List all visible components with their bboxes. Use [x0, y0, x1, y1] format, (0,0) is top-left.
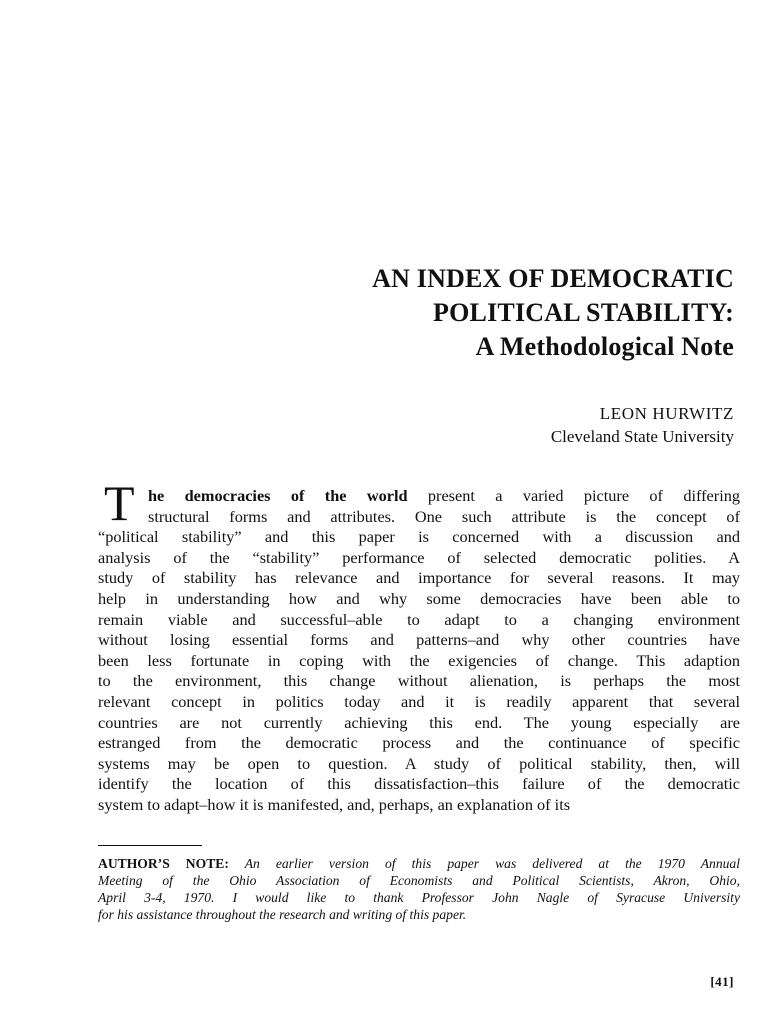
body-line: [98, 486, 740, 507]
drop-cap: T: [104, 475, 135, 531]
author-block: [551, 402, 734, 448]
author-affiliation: Cleveland State University: [550, 427, 734, 446]
note-line-text: An earlier version of this paper was delivered at the 1970 Annual: [228, 856, 740, 871]
body-line-text: present a varied picture of differing: [407, 486, 740, 505]
lead-in-text: he democracies of the world: [148, 486, 408, 505]
body-line: to the environment, this change without alienation, is perhaps the most: [98, 671, 740, 691]
body-line: help in understanding how and why some democracies have been able to: [98, 588, 740, 608]
footnote-divider: [98, 845, 202, 846]
title-line-1: AN INDEX OF DEMOCRATIC: [372, 264, 734, 293]
author-name: LEON HURWITZ: [599, 404, 734, 423]
body-line: countries are not currently achieving this end. The young especially are: [98, 712, 740, 732]
body-line: system to adapt–how it is manifested, and, perhaps, an explanation of its: [98, 794, 571, 814]
page-number: [41]: [710, 974, 734, 989]
article-title: [372, 262, 734, 364]
note-line: for his assistance throughout the research and writing of this paper.: [98, 907, 467, 922]
body-line: without losing essential forms and patterns–and why other countries have: [98, 630, 740, 650]
note-line: Meeting of the Ohio Association of Economists and Political Scientists, Akron, Ohio,: [98, 873, 740, 888]
title-subtitle: A Methodological Note: [475, 332, 734, 361]
body-line: remain viable and successful–able to adapt to a changing environment: [98, 609, 740, 629]
body-line: been less fortunate in coping with the exigencies of change. This adaption: [98, 650, 740, 670]
body-line: analysis of the “stability” performance of selected democratic polities. A: [98, 547, 740, 567]
note-label: AUTHOR’S NOTE:: [98, 856, 229, 871]
body-line: study of stability has relevance and importance for several reasons. It may: [98, 568, 740, 588]
body-line: identify the location of this dissatisfaction–this failure of the democratic: [98, 774, 740, 794]
body-paragraph: [98, 486, 740, 816]
body-line: systems may be open to question. A study of political stability, then, will: [98, 753, 740, 773]
body-line: relevant concept in politics today and it is readily apparent that several: [98, 691, 740, 711]
body-line: estranged from the democratic process and the continuance of specific: [98, 733, 740, 753]
note-line: April 3-4, 1970. I would like to thank Professor John Nagle of Syracuse University: [98, 890, 740, 905]
note-line: [98, 855, 740, 872]
authors-note: [98, 855, 740, 923]
body-line: “political stability” and this paper is concerned with a discussion and: [98, 527, 740, 547]
body-line: structural forms and attributes. One such attribute is the concept of: [148, 506, 740, 526]
title-line-2: POLITICAL STABILITY:: [433, 298, 734, 327]
